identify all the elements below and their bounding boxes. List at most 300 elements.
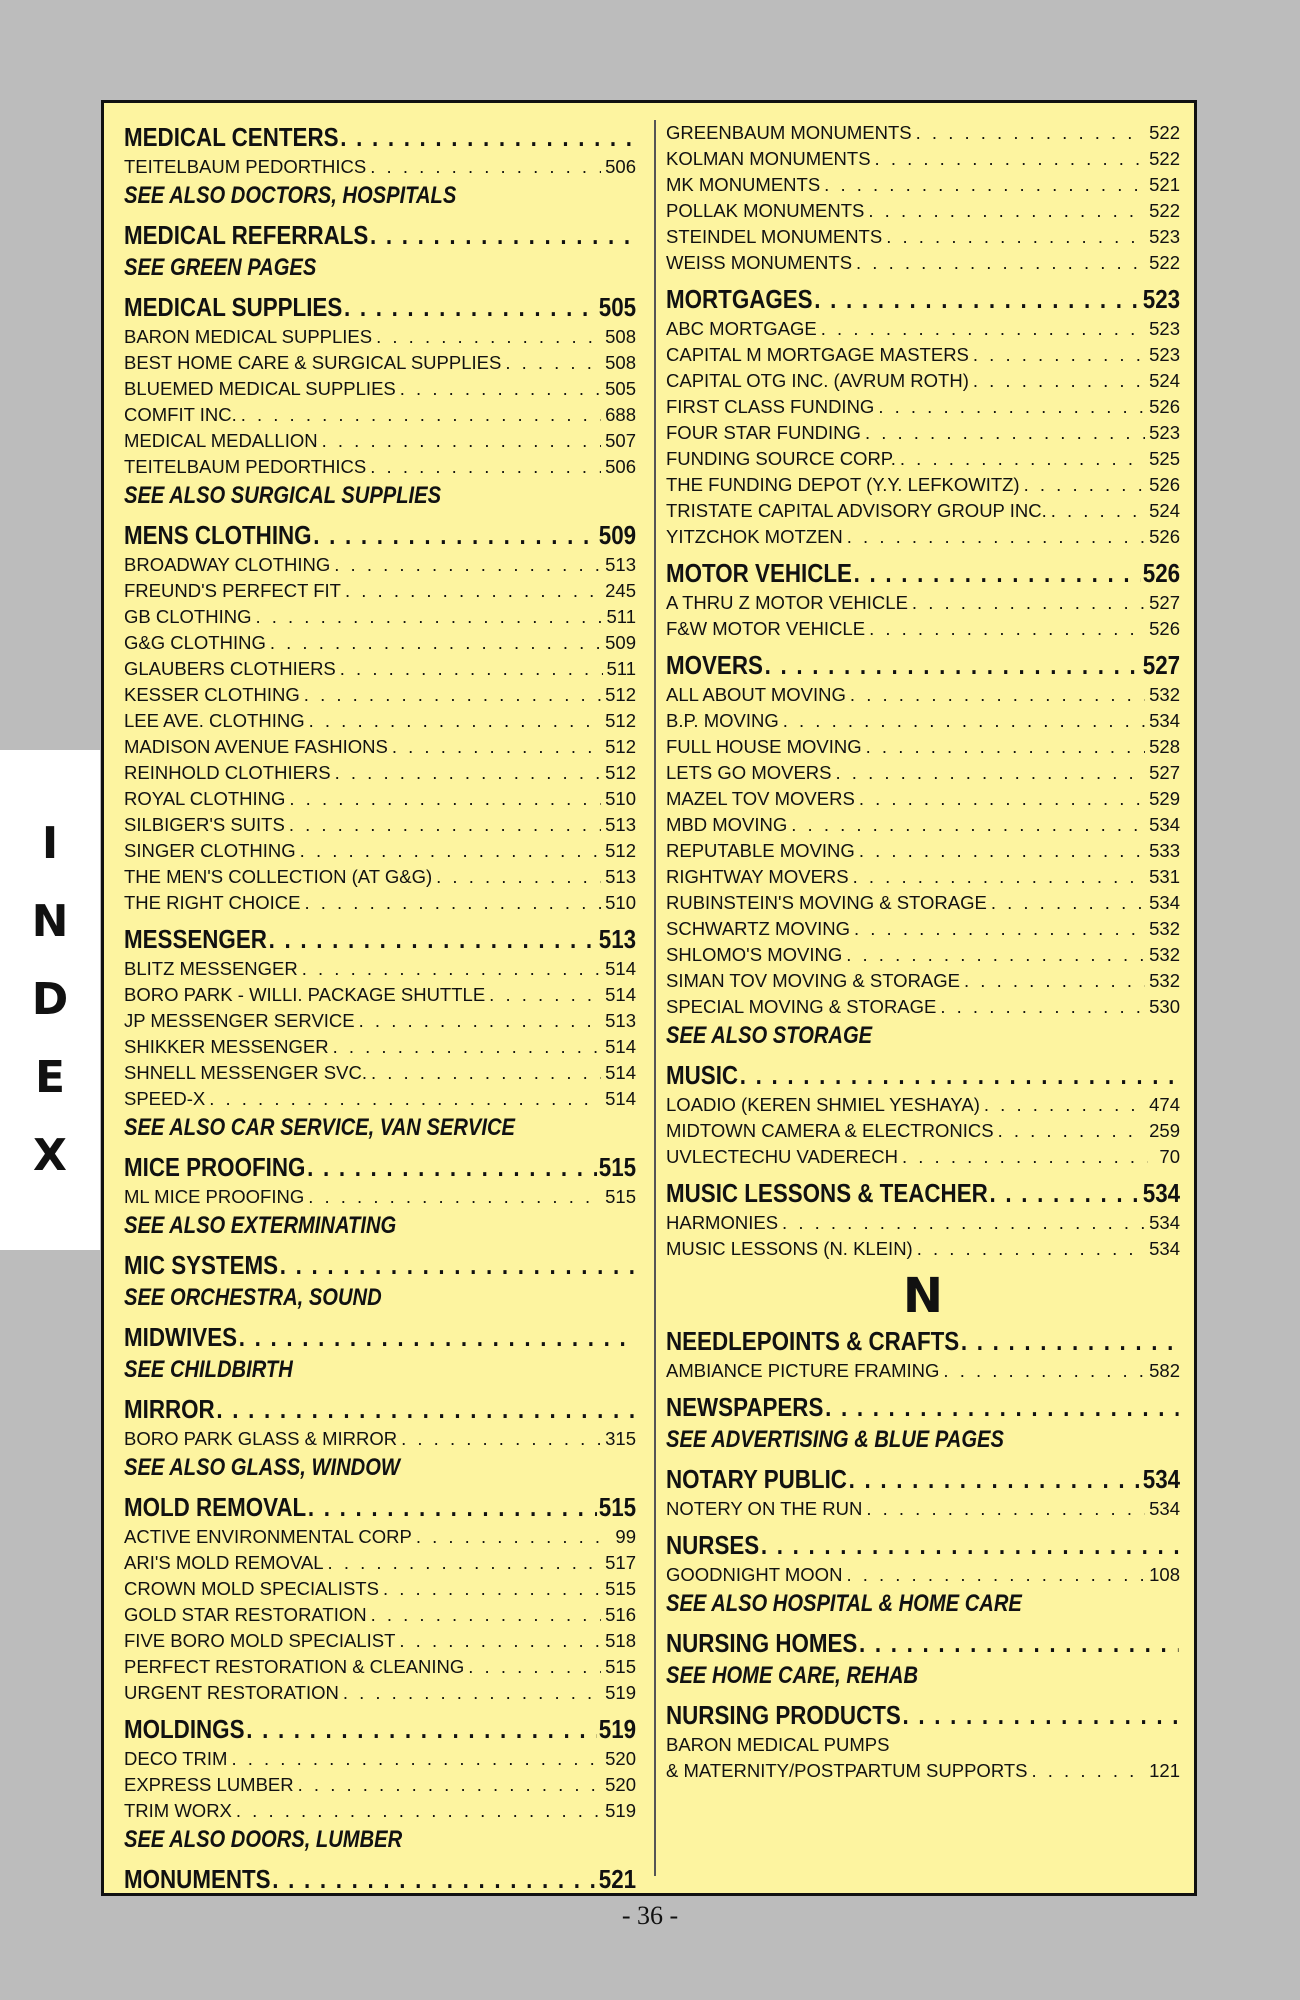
listing-row — [124, 604, 636, 630]
leader-dots — [416, 1524, 604, 1550]
leader-dots — [849, 1462, 1141, 1496]
listing-name: ABC MORTGAGE — [666, 318, 817, 339]
index-tab-letter: X — [33, 1130, 67, 1181]
category-title: MOTOR VEHICLE — [666, 558, 852, 588]
listing-name: COMFIT INC. — [124, 404, 237, 425]
listing-name: FULL HOUSE MOVING — [666, 736, 862, 757]
listing-name: B.P. MOVING — [666, 710, 779, 731]
leader-dots — [269, 922, 597, 956]
listing-row — [124, 812, 636, 838]
listing-page: 515 — [605, 1578, 636, 1599]
listing-row — [666, 616, 1180, 642]
listing-row — [666, 524, 1180, 550]
listing-page: 532 — [1149, 684, 1180, 705]
leader-dots — [399, 1628, 601, 1654]
listing-name: GREENBAUM MONUMENTS — [666, 122, 912, 143]
listing-row — [666, 250, 1180, 276]
left-column — [124, 120, 636, 1902]
leader-dots — [846, 942, 1145, 968]
leader-dots — [307, 1150, 597, 1184]
index-section — [666, 120, 1180, 276]
listing-name: MEDICAL MEDALLION — [124, 430, 318, 451]
listing-page: 534 — [1149, 814, 1180, 835]
listing-name: FIRST CLASS FUNDING — [666, 396, 875, 417]
listing-page: 531 — [1149, 866, 1180, 887]
category-heading — [124, 218, 636, 252]
category-title: MUSIC — [666, 1060, 739, 1090]
leader-dots — [231, 1746, 601, 1772]
index-tab-letter: D — [31, 974, 69, 1025]
leader-dots — [313, 518, 597, 552]
listing-row — [666, 760, 1180, 786]
category-heading — [666, 1324, 1180, 1358]
listing-page: 533 — [1149, 840, 1180, 861]
listing-row — [666, 224, 1180, 250]
leader-dots — [340, 120, 634, 154]
leader-dots — [854, 916, 1145, 942]
listing-page: 524 — [1149, 370, 1180, 391]
leader-dots — [400, 376, 601, 402]
listing-name: URGENT RESTORATION — [124, 1682, 339, 1703]
index-section — [124, 1248, 636, 1314]
category-title: MOLD REMOVAL — [124, 1492, 307, 1522]
listing-row — [666, 968, 1180, 994]
leader-dots — [973, 368, 1145, 394]
category-heading — [124, 1712, 636, 1746]
listing-row — [124, 838, 636, 864]
listing-row — [124, 890, 636, 916]
see-also-note: SEE ALSO EXTERMINATING — [124, 1212, 397, 1239]
listing-page: 511 — [606, 606, 636, 627]
leader-dots — [869, 616, 1145, 642]
listing-name: SPECIAL MOVING & STORAGE — [666, 996, 937, 1017]
leader-dots — [505, 350, 601, 376]
see-also-note: SEE ALSO HOSPITAL & HOME CARE — [666, 1590, 1022, 1617]
listing-row — [124, 1060, 636, 1086]
listing-page: 527 — [1149, 592, 1180, 613]
category-heading — [124, 1320, 636, 1354]
category-title: MOVERS — [666, 650, 763, 680]
leader-dots — [836, 760, 1146, 786]
listing-row — [666, 472, 1180, 498]
listing-page: 534 — [1149, 1238, 1180, 1259]
listing-row — [124, 1086, 636, 1112]
index-side-tab — [0, 750, 100, 1250]
leader-dots — [1031, 1758, 1145, 1784]
listing-name: GB CLOTHING — [124, 606, 252, 627]
listing-page: 582 — [1149, 1360, 1180, 1381]
listing-page: 515 — [605, 1656, 636, 1677]
leader-dots — [866, 734, 1145, 760]
listing-row — [666, 838, 1180, 864]
listing-row — [666, 342, 1180, 368]
leader-dots — [740, 1058, 1179, 1092]
leader-dots — [878, 394, 1145, 420]
listing-name: ARI'S MOLD REMOVAL — [124, 1552, 324, 1573]
listing-page: 506 — [605, 156, 636, 177]
listing-page: 523 — [1149, 344, 1180, 365]
listing-name: MBD MOVING — [666, 814, 788, 835]
listing-page: 525 — [1149, 448, 1180, 469]
category-heading — [666, 556, 1180, 590]
listing-row — [124, 1772, 636, 1798]
see-also-note: SEE ORCHESTRA, SOUND — [124, 1284, 382, 1311]
listing-row — [666, 916, 1180, 942]
index-tab-letter: I — [41, 818, 59, 869]
category-title: NURSING HOMES — [666, 1628, 858, 1658]
listing-page: 70 — [1159, 1146, 1180, 1167]
listing-name: PERFECT RESTORATION & CLEANING — [124, 1656, 465, 1677]
listing-row — [666, 1496, 1180, 1522]
leader-dots — [371, 1060, 601, 1086]
listing-name: WEISS MONUMENTS — [666, 252, 853, 273]
listing-page: 528 — [1149, 736, 1180, 757]
listing-page: 507 — [605, 430, 636, 451]
listing-page: 315 — [605, 1428, 636, 1449]
index-section — [666, 1698, 1180, 1784]
see-also-note: SEE GREEN PAGES — [124, 254, 317, 281]
index-section — [124, 1862, 636, 1896]
listing-page: 245 — [605, 580, 636, 601]
listing-row — [666, 786, 1180, 812]
listing-page: 526 — [1149, 618, 1180, 639]
leader-dots — [886, 224, 1145, 250]
listing-row — [124, 864, 636, 890]
see-also-note: SEE ALSO CAR SERVICE, VAN SERVICE — [124, 1114, 515, 1141]
category-title: NOTARY PUBLIC — [666, 1464, 847, 1494]
leader-dots — [308, 1490, 597, 1524]
listing-name: LEE AVE. CLOTHING — [124, 710, 305, 731]
leader-dots — [865, 420, 1145, 446]
leader-dots — [340, 656, 603, 682]
listing-row — [124, 454, 636, 480]
listing-name: RIGHTWAY MOVERS — [666, 866, 849, 887]
category-heading — [666, 1176, 1180, 1210]
see-also-note: SEE ALSO GLASS, WINDOW — [124, 1454, 400, 1481]
leader-dots — [371, 1602, 602, 1628]
listing-page: 532 — [1149, 944, 1180, 965]
listing-name: MIDTOWN CAMERA & ELECTRONICS — [666, 1120, 994, 1141]
leader-dots — [782, 1210, 1145, 1236]
listing-row — [124, 428, 636, 454]
listing-name: A THRU Z MOTOR VEHICLE — [666, 592, 908, 613]
leader-dots — [991, 890, 1145, 916]
listing-page: 512 — [605, 762, 636, 783]
listing-row — [124, 376, 636, 402]
listing-page: 524 — [1149, 500, 1180, 521]
listing-row — [124, 682, 636, 708]
leader-dots — [814, 282, 1141, 316]
listing-row — [666, 682, 1180, 708]
category-heading — [124, 290, 636, 324]
listing-row — [124, 786, 636, 812]
listing-name: FIVE BORO MOLD SPECIALIST — [124, 1630, 396, 1651]
category-title: NURSING PRODUCTS — [666, 1700, 901, 1730]
leader-dots — [236, 1798, 601, 1824]
category-title: MUSIC LESSONS & TEACHER — [666, 1178, 988, 1208]
listing-row — [666, 146, 1180, 172]
listing-row — [666, 590, 1180, 616]
leader-dots — [335, 760, 602, 786]
page-number: - 36 - — [621, 1901, 679, 1930]
listing-row — [124, 760, 636, 786]
listing-page: 99 — [615, 1526, 636, 1547]
listing-page: 259 — [1149, 1120, 1180, 1141]
leader-dots — [912, 590, 1145, 616]
leader-dots — [903, 1698, 1179, 1732]
listing-name: LOADIO (KEREN SHMIEL YESHAYA) — [666, 1094, 980, 1115]
listing-page: 508 — [605, 352, 636, 373]
listing-name: CROWN MOLD SPECIALISTS — [124, 1578, 379, 1599]
leader-dots — [943, 1358, 1145, 1384]
index-section — [124, 518, 636, 916]
listing-page: 534 — [1149, 892, 1180, 913]
index-section — [124, 1712, 636, 1856]
category-heading — [666, 1698, 1180, 1732]
index-section — [666, 1462, 1180, 1522]
leader-dots — [998, 1118, 1146, 1144]
category-title: MONUMENTS — [124, 1864, 271, 1894]
listing-page: 506 — [605, 456, 636, 477]
listing-name: G&G CLOTHING — [124, 632, 266, 653]
category-page: 519 — [598, 1714, 637, 1744]
category-page: 534 — [1142, 1464, 1181, 1494]
listing-page: 513 — [605, 814, 636, 835]
category-heading — [666, 1462, 1180, 1496]
category-page: 526 — [1142, 558, 1181, 588]
listing-page: 534 — [1149, 1498, 1180, 1519]
listing-name: FREUND'S PERFECT FIT — [124, 580, 341, 601]
listing-name: SIMAN TOV MOVING & STORAGE — [666, 970, 961, 991]
leader-dots — [846, 1562, 1145, 1588]
listing-name: CAPITAL M MORTGAGE MASTERS — [666, 344, 969, 365]
listing-page: 688 — [605, 404, 636, 425]
listing-row — [124, 734, 636, 760]
listing-name: MK MONUMENTS — [666, 174, 821, 195]
listing-row — [124, 656, 636, 682]
index-section — [666, 1324, 1180, 1384]
listing-row — [124, 1746, 636, 1772]
listing-page: 526 — [1149, 396, 1180, 417]
index-section — [124, 218, 636, 284]
leader-dots — [328, 1550, 602, 1576]
listing-name: REPUTABLE MOVING — [666, 840, 855, 861]
listing-page: 509 — [605, 632, 636, 653]
leader-dots — [241, 402, 601, 428]
leader-dots — [300, 838, 601, 864]
listing-name: RUBINSTEIN'S MOVING & STORAGE — [666, 892, 987, 913]
listing-row — [666, 994, 1180, 1020]
leader-dots — [246, 1712, 597, 1746]
category-page: 515 — [598, 1492, 637, 1522]
listing-name: POLLAK MONUMENTS — [666, 200, 865, 221]
leader-dots — [343, 1680, 601, 1706]
category-heading — [124, 1392, 636, 1426]
listing-page: 534 — [1149, 1212, 1180, 1233]
listing-page: 513 — [605, 1010, 636, 1031]
leader-dots — [298, 1772, 601, 1798]
listing-page: 510 — [605, 788, 636, 809]
listing-page: 532 — [1149, 918, 1180, 939]
listing-row — [124, 982, 636, 1008]
listing-name: MAZEL TOV MOVERS — [666, 788, 855, 809]
listing-name: DECO TRIM — [124, 1748, 228, 1769]
listing-name: ROYAL CLOTHING — [124, 788, 286, 809]
listing-page: 534 — [1149, 710, 1180, 731]
leader-dots — [847, 524, 1145, 550]
listing-row — [124, 956, 636, 982]
see-also-note: SEE HOME CARE, REHAB — [666, 1662, 919, 1689]
listing-name: SINGER CLOTHING — [124, 840, 296, 861]
category-heading — [124, 1490, 636, 1524]
listing-page: 530 — [1149, 996, 1180, 1017]
listing-row — [666, 1210, 1180, 1236]
leader-dots — [280, 1248, 635, 1282]
see-also-note: SEE CHILDBIRTH — [124, 1356, 293, 1383]
leader-dots — [209, 1086, 601, 1112]
listing-page: 519 — [605, 1800, 636, 1821]
listing-name: BLITZ MESSENGER — [124, 958, 298, 979]
listing-row — [666, 368, 1180, 394]
leader-dots — [309, 708, 602, 734]
listing-name: GOLD STAR RESTORATION — [124, 1604, 367, 1625]
leader-dots — [856, 250, 1145, 276]
index-section — [124, 290, 636, 512]
listing-page: 526 — [1149, 474, 1180, 495]
leader-dots — [859, 786, 1145, 812]
listing-row — [666, 420, 1180, 446]
listing-name: MADISON AVENUE FASHIONS — [124, 736, 388, 757]
see-also-note: SEE ALSO SURGICAL SUPPLIES — [124, 482, 442, 509]
listing-row — [124, 1184, 636, 1210]
listing-name: FUNDING SOURCE CORP. — [666, 448, 896, 469]
listing-row — [124, 630, 636, 656]
category-page: 509 — [598, 520, 637, 550]
listing-row — [666, 942, 1180, 968]
leader-dots — [916, 120, 1145, 146]
leader-dots — [902, 1144, 1148, 1170]
listing-row — [666, 1758, 1180, 1784]
listing-name: UVLECTECHU VADERECH — [666, 1146, 898, 1167]
leader-dots — [973, 342, 1145, 368]
listing-page: 520 — [605, 1748, 636, 1769]
category-title: NEWSPAPERS — [666, 1392, 824, 1422]
listing-page: 518 — [605, 1630, 636, 1651]
listing-row — [124, 324, 636, 350]
index-section — [666, 1176, 1180, 1262]
listing-row — [666, 1358, 1180, 1384]
leader-dots — [308, 1184, 601, 1210]
leader-dots — [370, 154, 601, 180]
leader-dots — [875, 146, 1146, 172]
listing-name: ML MICE PROOFING — [124, 1186, 305, 1207]
leader-dots — [489, 982, 601, 1008]
listing-row — [124, 1426, 636, 1452]
leader-dots — [344, 290, 597, 324]
leader-dots — [270, 630, 601, 656]
listing-page: 523 — [1149, 226, 1180, 247]
category-heading — [124, 120, 636, 154]
category-heading — [666, 1528, 1180, 1562]
listing-row — [666, 1562, 1180, 1588]
leader-dots — [964, 968, 1145, 994]
listing-page: 529 — [1149, 788, 1180, 809]
leader-dots — [853, 864, 1146, 890]
listing-page: 512 — [605, 840, 636, 861]
listing-row — [124, 350, 636, 376]
category-title: MEDICAL REFERRALS — [124, 220, 369, 250]
listing-name: AMBIANCE PICTURE FRAMING — [666, 1360, 940, 1381]
leader-dots — [917, 1236, 1145, 1262]
listing-row — [124, 1628, 636, 1654]
listing-page: 523 — [1149, 318, 1180, 339]
leader-dots — [383, 1576, 601, 1602]
leader-dots — [824, 172, 1145, 198]
listing-name: BEST HOME CARE & SURGICAL SUPPLIES — [124, 352, 502, 373]
leader-dots — [859, 1626, 1178, 1660]
listing-page: 522 — [1149, 252, 1180, 273]
index-section — [666, 1390, 1180, 1456]
listing-row — [666, 708, 1180, 734]
category-title: MIRROR — [124, 1394, 215, 1424]
leader-dots — [900, 446, 1145, 472]
category-heading — [124, 1248, 636, 1282]
index-section — [666, 1058, 1180, 1170]
listing-row — [124, 1008, 636, 1034]
listing-row — [666, 1118, 1180, 1144]
listing-row — [124, 1576, 636, 1602]
listing-name: TEITELBAUM PEDORTHICS — [124, 156, 367, 177]
listing-name: EXPRESS LUMBER — [124, 1774, 294, 1795]
listing-name: F&W MOTOR VEHICLE — [666, 618, 866, 639]
leader-dots — [1051, 498, 1145, 524]
leader-dots — [304, 682, 601, 708]
listing-name: JP MESSENGER SERVICE — [124, 1010, 355, 1031]
listing-row — [124, 1034, 636, 1060]
listing-name: FOUR STAR FUNDING — [666, 422, 861, 443]
category-heading — [124, 1150, 636, 1184]
leader-dots — [272, 1862, 597, 1896]
listing-row — [666, 734, 1180, 760]
category-page: 505 — [598, 292, 637, 322]
leader-dots — [761, 1528, 1178, 1562]
listing-row — [124, 1654, 636, 1680]
category-heading — [124, 922, 636, 956]
leader-dots — [289, 812, 601, 838]
category-title: MIDWIVES — [124, 1322, 238, 1352]
listing-name: KESSER CLOTHING — [124, 684, 300, 705]
listing-page: 519 — [605, 1682, 636, 1703]
category-page: 513 — [598, 924, 637, 954]
listing-page: 522 — [1149, 200, 1180, 221]
listing-name: REINHOLD CLOTHIERS — [124, 762, 331, 783]
listing-row — [666, 198, 1180, 224]
category-title: MORTGAGES — [666, 284, 813, 314]
index-section — [124, 922, 636, 1144]
listing-page: 522 — [1149, 122, 1180, 143]
leader-dots — [940, 994, 1145, 1020]
listing-name: GOODNIGHT MOON — [666, 1564, 843, 1585]
index-section — [124, 1392, 636, 1484]
leader-dots — [370, 454, 601, 480]
leader-dots — [345, 578, 601, 604]
listing-row — [666, 812, 1180, 838]
listing-name: & MATERNITY/POSTPARTUM SUPPORTS — [666, 1760, 1028, 1781]
category-title: MENS CLOTHING — [124, 520, 312, 550]
see-also-note: SEE ALSO STORAGE — [666, 1022, 873, 1049]
listing-row — [124, 1524, 636, 1550]
listing-name: KOLMAN MONUMENTS — [666, 148, 871, 169]
